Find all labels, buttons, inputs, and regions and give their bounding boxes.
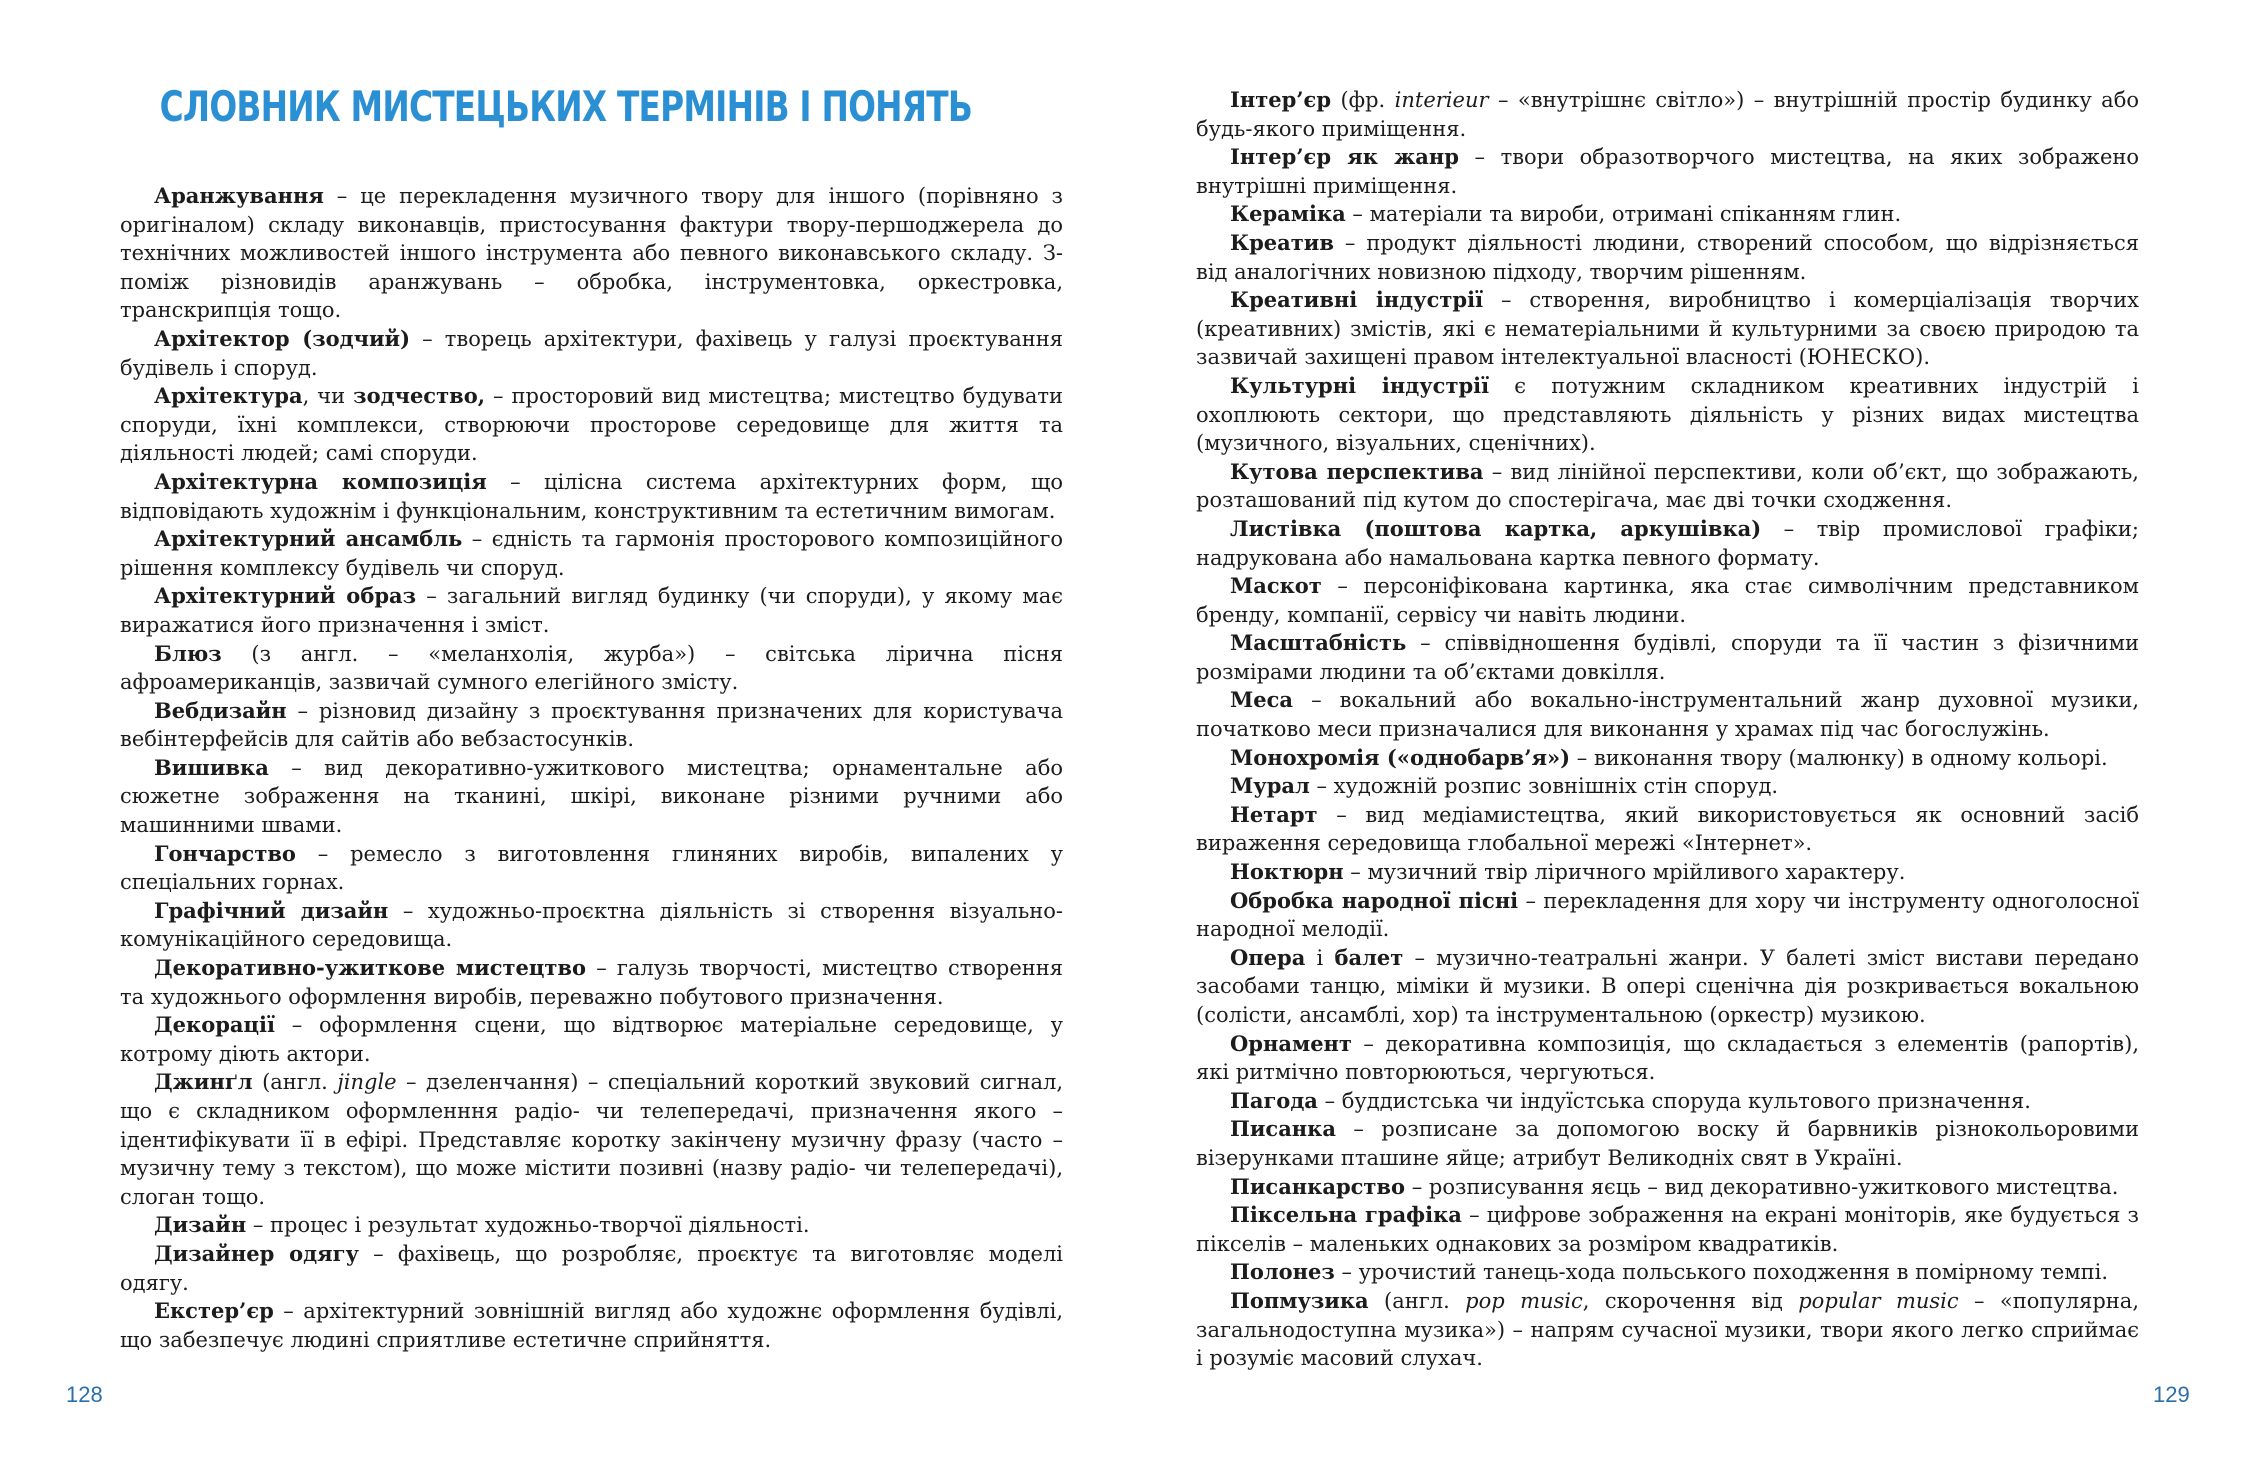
glossary-entry — [120, 582, 1063, 639]
entry-definition: – матеріали та вироби, отримані спіканням глин. — [1345, 202, 1902, 227]
left-page — [0, 0, 1122, 1474]
right-page — [1123, 0, 2245, 1474]
glossary-entry — [120, 840, 1063, 897]
entry-definition: (фр. — [1331, 88, 1395, 112]
entry-term: Архітектурний образ — [154, 583, 417, 609]
entry-term: балет — [1334, 944, 1404, 970]
glossary-entry — [120, 1211, 1063, 1240]
entry-term: Декорації — [154, 1012, 275, 1038]
entry-term: Гончарство — [154, 840, 296, 866]
entry-definition: – творець архітектури, фахівець у галузі проєктування будівель і споруд. — [120, 326, 1063, 380]
entry-definition: (англ. — [252, 1070, 338, 1095]
glossary-entry — [1196, 572, 2139, 629]
entry-definition: – галузь творчості, мистецтво створення та художнього оформлення виробів, переважно побутового призначення. — [120, 956, 1063, 1009]
entry-definition: – єдність та гармонія просторового композиційного рішення комплексу будівель чи споруд. — [120, 527, 1063, 580]
entry-definition: – різновид дизайну з проєктування призначених для користувача вебінтерфейсів для сайтів або вебзастосунків. — [120, 698, 1063, 752]
entry-term: Обробка народної пісні — [1230, 887, 1519, 913]
entry-term: Блюз — [154, 640, 222, 666]
entry-definition: – художній розпис зовнішніх стін споруд. — [1309, 774, 1779, 799]
glossary-entry — [120, 468, 1063, 525]
entry-definition: – оформлення сцени, що відтворює матеріальне середовище, у котрому діють актори. — [120, 1013, 1063, 1066]
entry-term: Аранжування — [154, 183, 324, 208]
entry-term: Креатив — [1230, 229, 1334, 255]
glossary-entry — [1196, 86, 2139, 143]
entry-etymology: popular music — [1798, 1288, 1959, 1313]
entry-definition: – вид медіамистецтва, який використовується як основний засіб вираження середовища глобальної мережі «Інтернет». — [1196, 802, 2139, 856]
entry-definition: – «популярна, загальнодоступна музика») – напрям сучасної музики, твори якого легко сприймає і розуміє масовий слухач. — [1196, 1288, 2139, 1371]
glossary-entry — [1196, 772, 2139, 801]
glossary-entry — [1196, 200, 2139, 229]
glossary-entry — [120, 640, 1063, 697]
glossary-column-right — [1196, 86, 2139, 1373]
entry-definition: – загальний вигляд будинку (чи споруди), у якому має виражатися його призначення і зміст. — [120, 584, 1063, 637]
entry-term: Дизайн — [154, 1212, 247, 1238]
glossary-entry — [120, 897, 1063, 954]
glossary-entry — [1196, 858, 2139, 887]
entry-definition: – створення, виробництво і комерціалізація творчих (креативних) змістів, які є нематеріальними й культурними за своєю природою та зазвичай захищені правом інтелектуальної власності (ЮНЕСКО). — [1196, 288, 2139, 370]
entry-definition: – співвідношення будівлі, споруди та її частин з фізичними розмірами людини та об’єктами довкілля. — [1196, 631, 2139, 684]
entry-term: Джинґл — [154, 1069, 253, 1095]
entry-etymology: interieur — [1394, 88, 1489, 112]
entry-term: Архітектурна композиція — [154, 468, 487, 494]
glossary-entry — [120, 1011, 1063, 1068]
entry-term: Меса — [1230, 687, 1293, 713]
entry-term: Вебдизайн — [154, 697, 287, 723]
entry-definition: – розписане за допомогою воску й барвників різнокольоровими візерунками пташине яйце; атрибут Великодніх свят в Україні. — [1196, 1117, 2139, 1170]
entry-definition: – дзеленчання) – спеціальний короткий звуковий сигнал, що є складником оформленння радіо- чи телепередачі, призначення якого – ідентифікувати її в ефірі. Представляє коротку закінчену музичну фразу (часто – музичну тему з текстом), що може містити позивні (назву радіо- чи телепередачі), слоган тощо. — [120, 1070, 1063, 1209]
glossary-entry — [1196, 744, 2139, 773]
entry-term: Декоративно-ужиткове мистецтво — [154, 955, 587, 981]
entry-definition: (англ. — [1368, 1288, 1466, 1313]
entry-definition: – буддистська чи індуїстська споруда культового призначення. — [1317, 1088, 2031, 1113]
entry-term: Нетарт — [1230, 801, 1318, 827]
entry-term: Вишивка — [154, 754, 269, 780]
glossary-entry — [120, 382, 1063, 468]
entry-term: Полонез — [1230, 1259, 1335, 1285]
entry-term: Інтер’єр як жанр — [1230, 144, 1459, 170]
entry-term: Листівка (поштова картка, аркушівка) — [1230, 515, 1762, 541]
glossary-entry — [120, 1240, 1063, 1297]
entry-definition: – цифрове зображення на екрані моніторів, яке будується з пікселів – маленьких однакових за розміром квадратиків. — [1196, 1203, 2139, 1256]
entry-term: Архітектурний ансамбль — [154, 526, 463, 552]
entry-definition: , чи — [302, 384, 354, 409]
entry-definition: – твори образотворчого мистецтва, на яких зображено внутрішні приміщення. — [1196, 145, 2140, 198]
glossary-entry — [120, 1297, 1063, 1354]
entry-definition: – цілісна система архітектурних форм, що відповідають художнім і функціональним, конструктивним та естетичним вимогам. — [120, 469, 1064, 523]
entry-definition: – просторовий вид мистецтва; мистецтво будувати споруди, їхні комплекси, створюючи просторове середовище для життя та діяльності людей; самі споруди. — [120, 384, 1064, 466]
entry-definition: – музично-театральні жанри. У балеті зміст вистави передано засобами танцю, міміки й музики. В опері сценічна дія розкривається вокальною (солісти, ансамблі, хор) та інструментальною (оркестр) музикою. — [1196, 945, 2139, 1027]
entry-definition: і — [1305, 945, 1335, 970]
entry-definition: – вокальний або вокально-інструментальний жанр духовної музики, початково меси призначалися для виконання у храмах під час богослужінь. — [1196, 688, 2139, 742]
glossary-entry — [1196, 229, 2139, 286]
entry-definition: , скорочення від — [1582, 1288, 1799, 1313]
entry-term: Пагода — [1230, 1087, 1318, 1113]
entry-definition: – архітектурний зовнішній вигляд або художнє оформлення будівлі, що забезпечує людині сприятливе естетичне сприйняття. — [120, 1299, 1063, 1352]
glossary-entry — [1196, 372, 2139, 458]
glossary-entry — [1196, 887, 2139, 944]
glossary-column-left — [120, 182, 1063, 1354]
entry-term: Дизайнер одягу — [154, 1240, 359, 1266]
glossary-entry — [1196, 686, 2139, 743]
glossary-entry — [1196, 1287, 2139, 1373]
glossary-entry — [120, 697, 1063, 754]
entry-term: Інтер’єр — [1230, 87, 1332, 112]
entry-definition: – художньо-проєктна діяльність зі створення візуально-комунікаційного середовища. — [120, 898, 1063, 952]
glossary-entry — [1196, 458, 2139, 515]
entry-definition: – продукт діяльності людини, створений способом, що відрізняється від аналогічних новизною підходу, творчим рішенням. — [1196, 230, 2139, 284]
glossary-entry — [1196, 143, 2139, 200]
entry-term: Орнамент — [1230, 1030, 1352, 1056]
entry-definition: – персоніфікована картинка, яка стає символічним представником бренду, компанії, сервісу чи навіть людини. — [1196, 574, 2139, 627]
entry-term: Писанка — [1230, 1116, 1336, 1142]
entry-definition: – виконання твору (малюнку) в одному кольорі. — [1570, 745, 2108, 770]
page-title: СЛОВНИК МИСТЕЦЬКИХ ТЕРМІНІВ І ПОНЯТЬ — [159, 82, 973, 131]
entry-definition: – це перекладення музичного твору для іншого (порівняно з оригіналом) складу виконавців, пристосування фактури твору-першоджерела до технічних можливостей іншого інструмента або певного виконавського складу. З-поміж різновидів аранжувань – обробка, інструментовка, оркестровка, транскрипція тощо. — [120, 184, 1063, 323]
entry-etymology: pop music — [1465, 1288, 1583, 1313]
entry-term: Маскот — [1230, 573, 1322, 599]
entry-term: Писанкарство — [1230, 1173, 1406, 1199]
entry-definition: – вид лінійної перспективи, коли об’єкт, що зображають, розташований під кутом до спостерігача, має дві точки сходження. — [1196, 459, 2139, 513]
glossary-entry — [1196, 515, 2139, 572]
entry-definition: є потужним складником креативних індустрій і охоплюють сектори, що представляють діяльність у різних видах мистецтва (музичного, візуальних, сценічних). — [1196, 373, 2139, 456]
entry-etymology: jingle — [337, 1070, 397, 1095]
glossary-entry — [1196, 1173, 2139, 1202]
entry-term: Опера — [1230, 944, 1306, 970]
entry-definition: – розписування яєць – вид декоративно-ужиткового мистецтва. — [1405, 1174, 2119, 1199]
entry-definition: – перекладення для хору чи інструменту одноголосної народної мелодії. — [1196, 888, 2139, 942]
entry-definition: – урочистий танець-хода польського походження в помірному темпі. — [1334, 1260, 2109, 1285]
entry-term: Піксельна графіка — [1230, 1202, 1462, 1228]
glossary-entry — [1196, 1030, 2139, 1087]
entry-term: Попмузика — [1230, 1287, 1369, 1313]
glossary-entry — [1196, 801, 2139, 858]
entry-definition: – процес і результат художньо-творчої діяльності. — [246, 1213, 810, 1238]
entry-term: Масштабність — [1230, 630, 1407, 656]
glossary-entry — [120, 325, 1063, 382]
glossary-entry — [1196, 1201, 2139, 1258]
glossary-entry — [120, 525, 1063, 582]
entry-term: Креативні індустрії — [1230, 287, 1484, 313]
entry-term: зодчество, — [353, 383, 486, 409]
glossary-entry — [1196, 944, 2139, 1030]
glossary-entry — [1196, 1087, 2139, 1116]
page-number: 129 — [2153, 1382, 2190, 1407]
glossary-entry — [1196, 286, 2139, 372]
glossary-entry — [120, 754, 1063, 840]
glossary-entry — [1196, 629, 2139, 686]
glossary-entry — [120, 182, 1063, 325]
glossary-entry — [1196, 1258, 2139, 1287]
entry-term: Графічний дизайн — [154, 897, 389, 923]
entry-term: Архітектор (зодчий) — [154, 325, 411, 351]
entry-definition: – ремесло з виготовлення глиняних виробів, випалених у спеціальних горнах. — [120, 841, 1063, 895]
entry-definition: – «внутрішнє світло») – внутрішній простір будинку або будь-якого приміщення. — [1196, 88, 2139, 141]
glossary-entry — [120, 1068, 1063, 1211]
entry-definition: (з англ. – «меланхолія, журба») – світська лірична пісня афроамериканців, зазвичай сумного елегійного змісту. — [120, 641, 1063, 695]
entry-definition: – твір промислової графіки; надрукована або намальована картка певного формату. — [1196, 516, 2139, 570]
glossary-entry — [120, 954, 1063, 1011]
entry-term: Монохромія («однобарв’я») — [1230, 744, 1571, 770]
entry-definition: – музичний твір ліричного мрійливого характеру. — [1343, 860, 1906, 885]
entry-term: Архітектура — [154, 383, 303, 409]
entry-definition: – вид декоративно-ужиткового мистецтва; орнаментальне або сюжетне зображення на тканині, шкірі, виконане різними ручними або машинними швами. — [120, 755, 1063, 838]
entry-term: Культурні індустрії — [1230, 372, 1490, 398]
entry-definition: – декоративна композиція, що складається з елементів (рапортів), які ритмічно повторюються, чергуються. — [1196, 1031, 2139, 1085]
entry-term: Екстер’єр — [154, 1298, 274, 1324]
glossary-entry — [1196, 1115, 2139, 1172]
entry-definition: – фахівець, що розробляє, проєктує та виготовляє моделі одягу. — [120, 1241, 1064, 1295]
entry-term: Мурал — [1230, 773, 1310, 799]
page-number: 128 — [66, 1382, 103, 1407]
entry-term: Кутова перспектива — [1230, 458, 1484, 484]
entry-term: Ноктюрн — [1230, 859, 1344, 885]
entry-term: Кераміка — [1230, 201, 1346, 227]
